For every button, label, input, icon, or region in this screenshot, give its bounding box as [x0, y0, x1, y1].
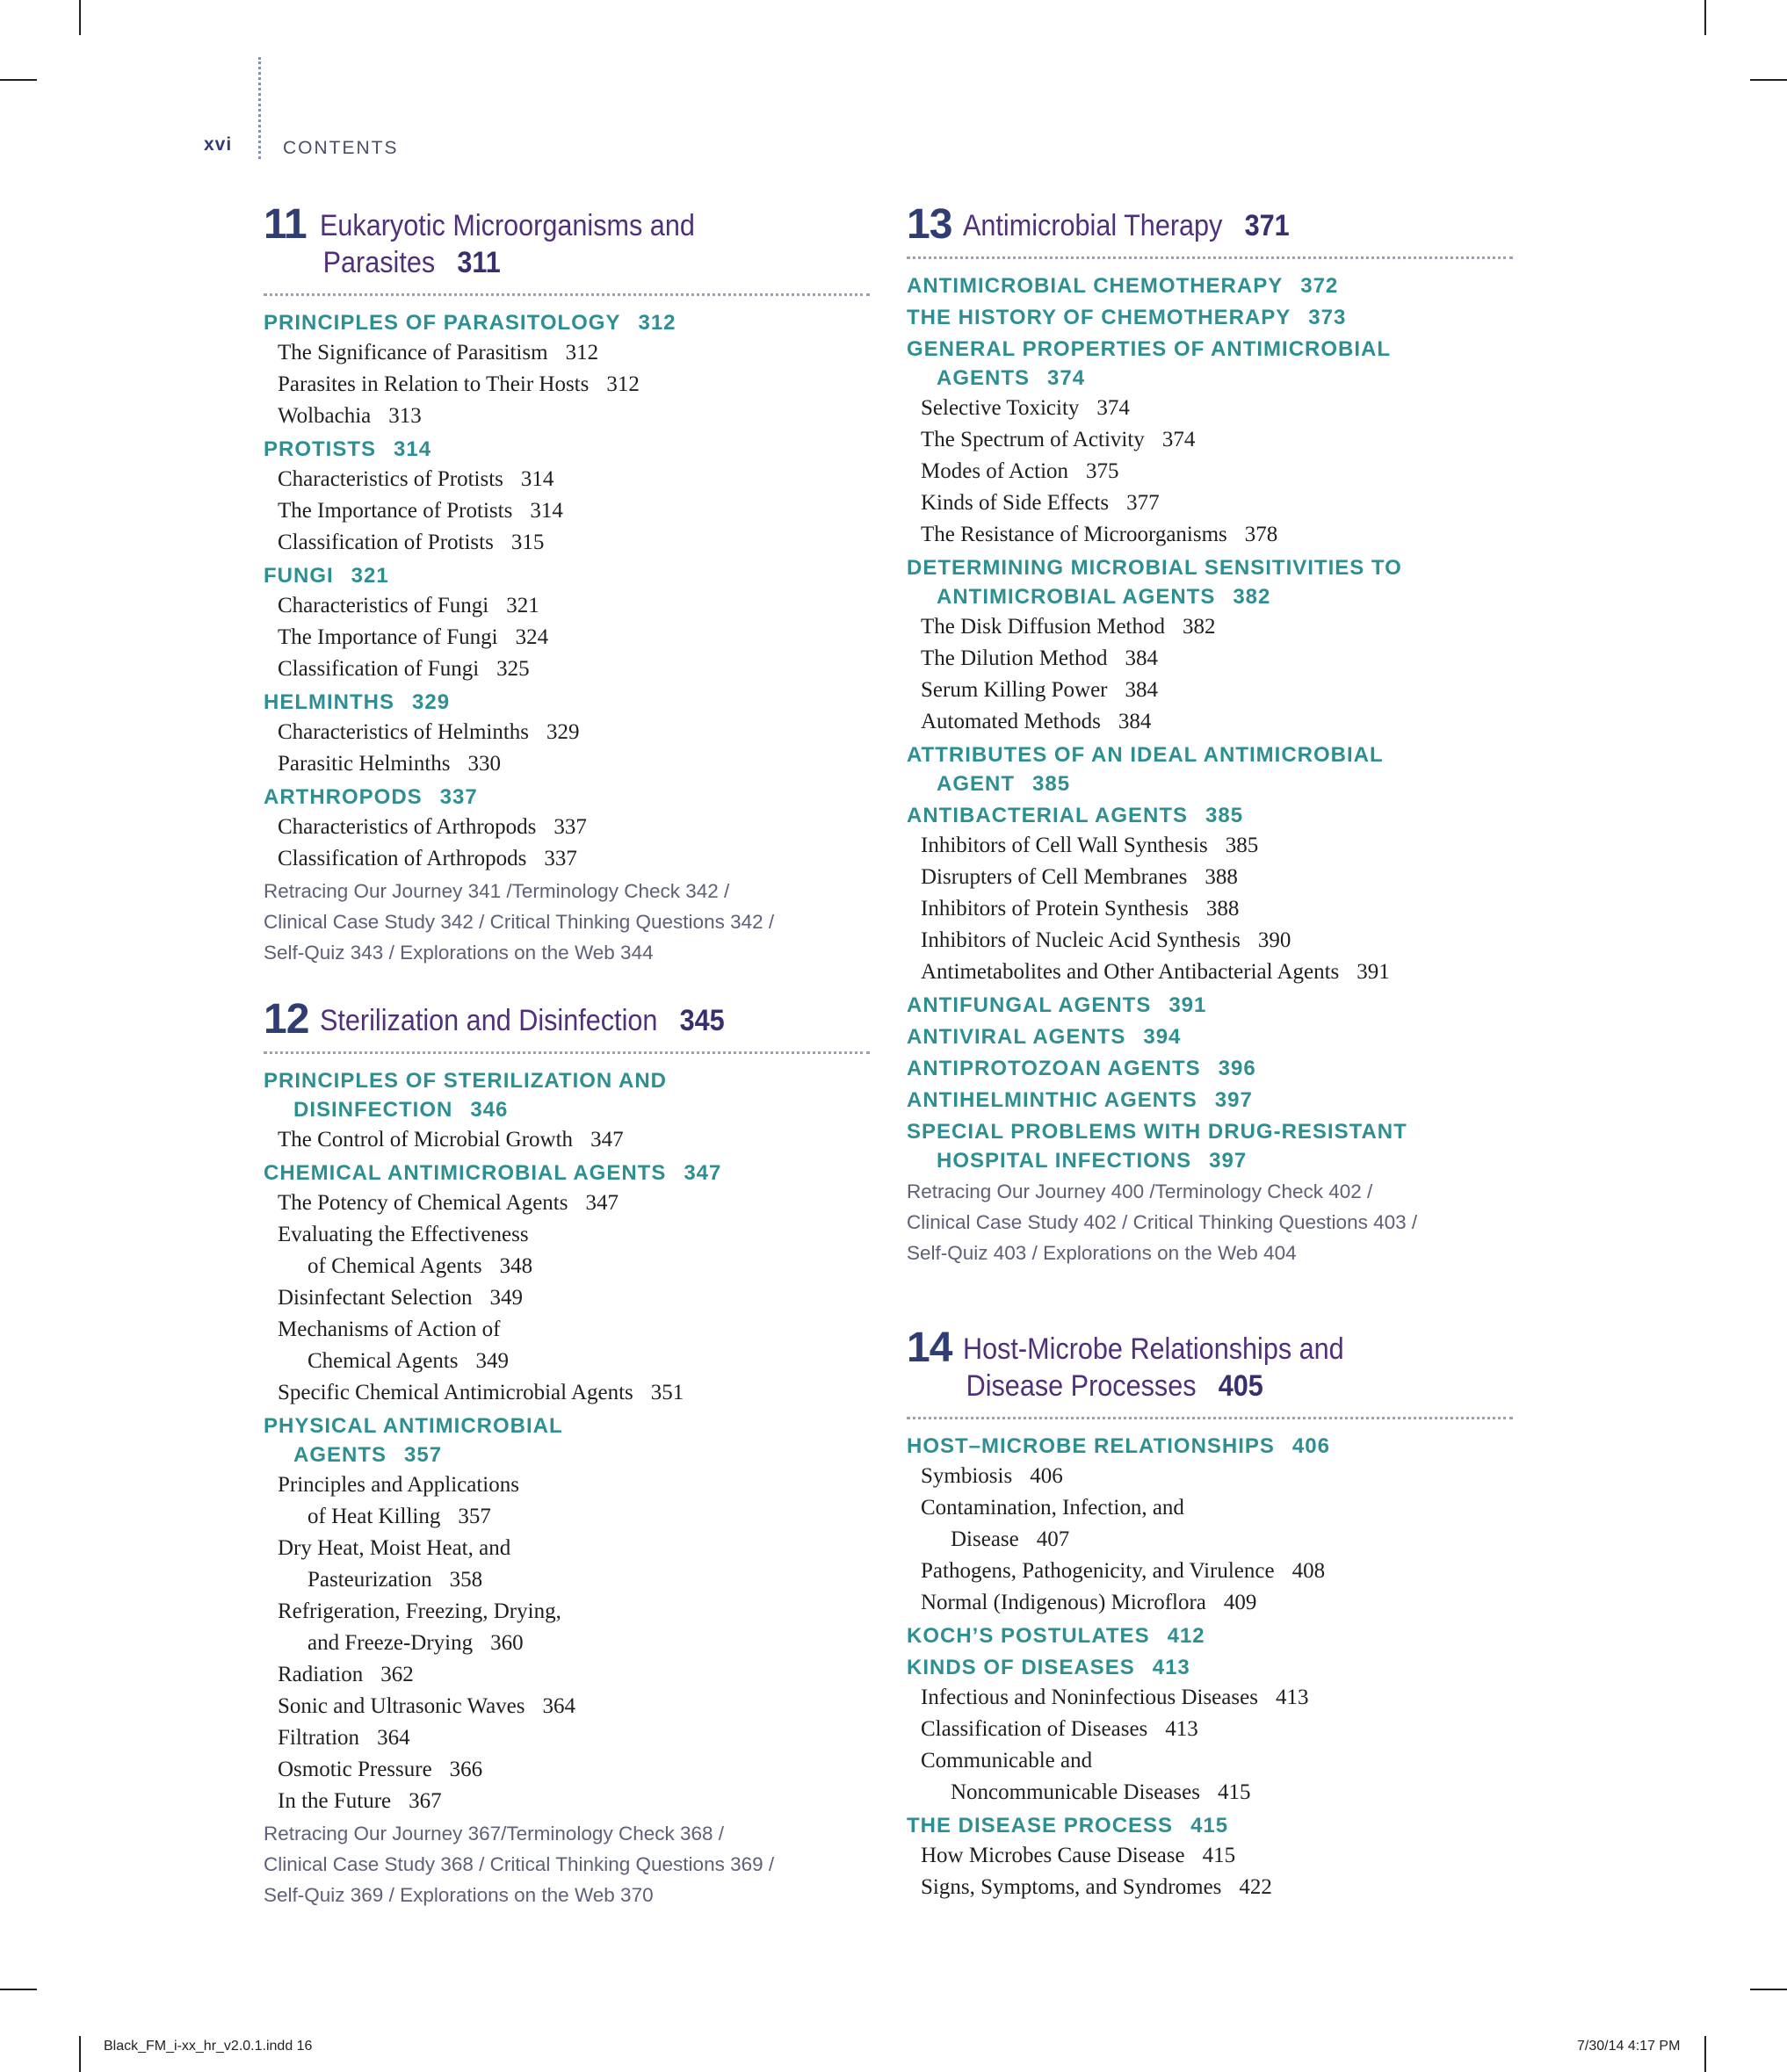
toc-entry [264, 1691, 870, 1722]
toc-entry-page: 391 [1357, 960, 1390, 984]
toc-entry-page: 321 [506, 594, 539, 617]
toc-entry [264, 369, 870, 401]
section-title: ARTHROPODS [264, 785, 423, 809]
section-title: GENERAL PROPERTIES OF ANTIMICROBIAL [907, 337, 1392, 361]
chapter-heading [907, 201, 1513, 248]
toc-entry-text: Radiation [278, 1663, 364, 1686]
section-title: HOST–MICROBE RELATIONSHIPS [907, 1434, 1275, 1458]
toc-entry [264, 337, 870, 369]
chapter-block [907, 201, 1513, 1267]
toc-entry [907, 830, 1513, 862]
toc-entry [264, 1659, 870, 1691]
toc-entry-text: The Potency of Chemical Agents [278, 1191, 568, 1215]
toc-entry-page: 337 [553, 815, 587, 839]
section-heading [264, 1159, 870, 1188]
toc-entry-page: 374 [1096, 396, 1130, 420]
toc-entry-text: Characteristics of Fungi [278, 594, 489, 617]
toc-entry-text: Characteristics of Protists [278, 467, 503, 491]
toc-entry [907, 611, 1513, 643]
toc-entry [907, 487, 1513, 519]
toc-entry [907, 1872, 1513, 1903]
page-number: xvi [204, 134, 233, 155]
toc-entry-page: 314 [520, 467, 554, 491]
section-page: 413 [1152, 1656, 1190, 1679]
section-title: SPECIAL PROBLEMS WITH DRUG-RESISTANT [907, 1120, 1407, 1144]
section-title: DISINFECTION 346 [293, 1098, 509, 1122]
section-title: PHYSICAL ANTIMICROBIAL [264, 1414, 563, 1438]
toc-entry-text: Mechanisms of Action of [278, 1318, 501, 1341]
toc-entry-text: Parasites in Relation to Their Hosts [278, 372, 590, 396]
toc-entry-page: 413 [1275, 1686, 1309, 1709]
section-heading [907, 1653, 1513, 1682]
section-page: 373 [1308, 306, 1347, 329]
toc-entry-text: Sonic and Ultrasonic Waves [278, 1694, 525, 1718]
toc-entry [264, 1219, 870, 1282]
section-heading [907, 553, 1513, 611]
toc-entry-text: Disrupters of Cell Membranes [921, 865, 1188, 889]
toc-entry-text: Normal (Indigenous) Microflora [921, 1591, 1206, 1614]
toc-entry-text: Evaluating the Effectiveness [278, 1223, 529, 1246]
chapter-title [320, 1002, 814, 1039]
chapter-title [963, 1331, 1458, 1404]
toc-entry [264, 717, 870, 748]
chapter-title-text: Antimicrobial Therapy [963, 209, 1223, 242]
toc-entry-page: 385 [1225, 834, 1259, 857]
section-title: AGENTS 357 [293, 1443, 443, 1467]
toc-entry [264, 527, 870, 559]
chapter-title-text: Host-Microbe Relationships and [963, 1332, 1344, 1366]
footer-file: Black_FM_i-xx_hr_v2.0.1.indd 16 [104, 2039, 313, 2054]
toc-entry [907, 957, 1513, 988]
toc-entry [907, 1556, 1513, 1587]
toc-entry [264, 812, 870, 843]
chapter-title [963, 207, 1458, 244]
toc-entry-text: of Heat Killing 357 [307, 1505, 491, 1528]
toc-entry [907, 1492, 1513, 1556]
toc-entry-text: Noncommunicable Diseases 415 [951, 1780, 1251, 1804]
toc-entry-text: The Disk Diffusion Method [921, 615, 1165, 639]
toc-entry-page: 364 [377, 1726, 410, 1750]
section-heading [907, 991, 1513, 1020]
chapter-block [264, 996, 870, 1910]
toc-entry-page: 314 [530, 499, 563, 523]
toc-entry [264, 622, 870, 653]
toc-entry-text: Characteristics of Arthropods [278, 815, 537, 839]
toc-entry [264, 843, 870, 875]
chapter-number: 13 [907, 201, 952, 248]
section-page: 391 [1168, 993, 1207, 1017]
toc-entry [907, 893, 1513, 925]
toc-entry-page: 358 [449, 1568, 483, 1592]
toc-entry [264, 1786, 870, 1817]
section-heading [264, 1066, 870, 1124]
toc-entry [264, 1314, 870, 1377]
toc-entry [264, 653, 870, 685]
toc-entry-text: Disease 407 [951, 1527, 1070, 1551]
toc-entry [907, 925, 1513, 957]
end-matter-line: Clinical Case Study 368 / Critical Thinking Questions 369 / [264, 1853, 775, 1875]
toc-entry-text: Antimetabolites and Other Antibacterial Agents [921, 960, 1340, 984]
section-page: 374 [1047, 366, 1086, 390]
toc-entry-page: 349 [475, 1349, 509, 1373]
toc-entry [264, 1282, 870, 1314]
toc-entry-text: Specific Chemical Antimicrobial Agents [278, 1381, 633, 1404]
toc-entry-page: 337 [544, 847, 577, 870]
toc-entry [907, 1682, 1513, 1714]
toc-entry-page: 406 [1030, 1464, 1063, 1488]
end-matter-line: Self-Quiz 403 / Explorations on the Web 404 [907, 1242, 1297, 1264]
toc-entry-page: 360 [490, 1631, 524, 1655]
crop-mark [79, 0, 81, 35]
section-title: ANTIVIRAL AGENTS [907, 1025, 1126, 1049]
chapter-block [264, 201, 870, 967]
toc-entry-text: The Significance of Parasitism [278, 341, 548, 365]
end-matter-line: Clinical Case Study 402 / Critical Thinking Questions 403 / [907, 1211, 1418, 1233]
dotted-rule [907, 256, 1513, 259]
toc-entry-text: Disinfectant Selection [278, 1286, 473, 1310]
toc-entry-page: 390 [1257, 928, 1291, 952]
toc-entry [264, 1377, 870, 1409]
crop-mark [0, 1989, 37, 1990]
toc-entry-text: Principles and Applications [278, 1473, 519, 1497]
toc-entry-page: 407 [1036, 1527, 1070, 1551]
section-title: PROTISTS [264, 437, 377, 461]
toc-entry-page: 364 [542, 1694, 575, 1718]
section-heading [264, 783, 870, 812]
section-heading [264, 1411, 870, 1469]
section-heading [907, 303, 1513, 332]
section-title: ANTIMICROBIAL CHEMOTHERAPY [907, 274, 1284, 298]
toc-entry-text: Kinds of Side Effects [921, 491, 1110, 515]
section-page: 314 [394, 437, 432, 461]
toc-entry-text: Modes of Action [921, 459, 1069, 483]
toc-entry [264, 590, 870, 622]
chapter-title-line [320, 1002, 814, 1039]
toc-entry-text: Symbiosis [921, 1464, 1013, 1488]
section-page: 312 [638, 311, 676, 335]
toc-entry [264, 1124, 870, 1156]
toc-entry-text: Signs, Symptoms, and Syndromes [921, 1875, 1222, 1899]
toc-entry [907, 1745, 1513, 1808]
section-page: 406 [1291, 1434, 1330, 1458]
section-title: HELMINTHS [264, 690, 394, 714]
toc-entry-text: Inhibitors of Nucleic Acid Synthesis [921, 928, 1241, 952]
crop-mark [1704, 0, 1706, 35]
toc-entry [907, 643, 1513, 675]
end-matter-line: Clinical Case Study 342 / Critical Thinking Questions 342 / [264, 911, 775, 933]
section-page: 357 [404, 1443, 443, 1467]
toc-entry-page: 378 [1244, 523, 1278, 546]
section-heading [907, 1621, 1513, 1650]
section-title: FUNGI [264, 564, 334, 588]
end-matter-line: Self-Quiz 343 / Explorations on the Web 344 [264, 942, 654, 964]
toc-entry [907, 862, 1513, 893]
section-heading [907, 1117, 1513, 1175]
toc-entry [264, 464, 870, 495]
section-heading [907, 1086, 1513, 1115]
toc-entry-text: The Spectrum of Activity [921, 428, 1145, 451]
end-matter-line: Retracing Our Journey 400 /Terminology Check 402 / [907, 1180, 1373, 1202]
crop-mark [1750, 1989, 1787, 1990]
section-heading [264, 688, 870, 717]
chapter-title-text: Disease Processes [966, 1369, 1197, 1403]
section-title: AGENTS 374 [937, 366, 1086, 390]
crop-mark [0, 79, 37, 81]
chapter-title [320, 207, 814, 281]
chapter-title-line [320, 207, 814, 244]
toc-entry-page: 329 [546, 720, 580, 744]
end-matter-line: Self-Quiz 369 / Explorations on the Web 370 [264, 1884, 654, 1906]
toc-entry-page: 325 [496, 657, 530, 681]
toc-entry-page: 388 [1205, 865, 1238, 889]
section-heading [907, 1022, 1513, 1051]
toc-entry-page: 312 [606, 372, 640, 396]
section-title: AGENT 385 [937, 772, 1071, 796]
toc-entry-text: Pathogens, Pathogenicity, and Virulence [921, 1559, 1275, 1583]
section-page: 382 [1233, 585, 1271, 609]
section-title: ANTIBACTERIAL AGENTS [907, 804, 1188, 827]
toc-entry [264, 401, 870, 432]
toc-entry-text: Selective Toxicity [921, 396, 1080, 420]
toc-entry [264, 1596, 870, 1659]
section-title: ANTIHELMINTHIC AGENTS [907, 1088, 1197, 1112]
end-matter-line: Retracing Our Journey 367/Terminology Check 368 / [264, 1823, 725, 1845]
toc-entry-page: 415 [1202, 1844, 1236, 1867]
section-heading [907, 1432, 1513, 1461]
section-title: DETERMINING MICROBIAL SENSITIVITIES TO [907, 556, 1402, 580]
toc-entry-text: Inhibitors of Protein Synthesis [921, 897, 1189, 920]
toc-entry-page: 351 [650, 1381, 684, 1404]
toc-entry-page: 315 [510, 531, 545, 554]
section-title: ANTIMICROBIAL AGENTS 382 [937, 585, 1271, 609]
chapter-block [907, 1325, 1513, 1903]
toc-entry-text: Characteristics of Helminths [278, 720, 530, 744]
section-heading [907, 1054, 1513, 1083]
toc-entry-text: The Importance of Protists [278, 499, 513, 523]
toc-entry [907, 706, 1513, 738]
section-heading [907, 740, 1513, 798]
toc-entry-text: Pasteurization 358 [307, 1568, 483, 1592]
toc-entry [264, 1533, 870, 1596]
chapter-title-text: Sterilization and Disinfection [320, 1004, 658, 1037]
toc-entry-page: 324 [515, 625, 549, 649]
chapter-page: 371 [1244, 209, 1290, 242]
toc-entry-text: Classification of Diseases [921, 1717, 1148, 1741]
section-title: CHEMICAL ANTIMICROBIAL AGENTS [264, 1161, 667, 1185]
toc-entry-text: and Freeze-Drying 360 [307, 1631, 524, 1655]
toc-entry-text: Automated Methods [921, 710, 1101, 733]
chapter-title-line [320, 244, 814, 281]
section-heading [264, 561, 870, 590]
toc-entry-page: 413 [1165, 1717, 1198, 1741]
section-title: THE DISEASE PROCESS [907, 1814, 1174, 1837]
crop-mark [1704, 2036, 1706, 2072]
section-heading [264, 435, 870, 464]
section-page: 347 [684, 1161, 722, 1185]
toc-entry-text: Communicable and [921, 1749, 1093, 1772]
toc-entry-page: 409 [1223, 1591, 1257, 1614]
dotted-rule [264, 293, 870, 296]
toc-entry-text: of Chemical Agents 348 [307, 1254, 533, 1278]
toc-entry-page: 367 [409, 1789, 442, 1813]
section-title: THE HISTORY OF CHEMOTHERAPY [907, 306, 1291, 329]
toc-entry [264, 1188, 870, 1219]
chapter-heading [264, 201, 870, 281]
section-page: 394 [1143, 1025, 1182, 1049]
end-matter-line: Retracing Our Journey 341 /Terminology Check 342 / [264, 880, 730, 902]
toc-entry-page: 366 [449, 1758, 483, 1781]
toc-entry-text: Classification of Arthropods [278, 847, 527, 870]
toc-entry-page: 415 [1217, 1780, 1251, 1804]
divider [258, 57, 261, 159]
chapter-number: 12 [264, 996, 309, 1043]
section-heading [907, 271, 1513, 300]
crop-mark [1750, 79, 1787, 81]
toc-entry-page: 349 [489, 1286, 523, 1310]
section-title: ATTRIBUTES OF AN IDEAL ANTIMICROBIAL [907, 743, 1384, 767]
section-heading [907, 801, 1513, 830]
toc-entry [264, 748, 870, 780]
toc-entry-page: 388 [1205, 897, 1240, 920]
chapter-title-line [963, 1331, 1458, 1368]
toc-entry-text: In the Future [278, 1789, 392, 1813]
chapter-title-line [963, 207, 1458, 244]
toc-entry [907, 1461, 1513, 1492]
right-column [907, 201, 1513, 1903]
chapter-title-text: Parasites [322, 246, 436, 279]
toc-entry-text: Wolbachia [278, 404, 372, 428]
toc-entry [907, 1840, 1513, 1872]
section-title: ANTIFUNGAL AGENTS [907, 993, 1152, 1017]
chapter-page: 345 [679, 1004, 725, 1037]
toc-entry-page: 408 [1291, 1559, 1326, 1583]
toc-entry-page: 313 [388, 404, 422, 428]
toc-entry-page: 330 [467, 752, 501, 776]
section-page: 372 [1300, 274, 1339, 298]
toc-entry-page: 377 [1126, 491, 1160, 515]
chapter-page: 405 [1218, 1369, 1263, 1403]
section-page: 329 [412, 690, 451, 714]
section-title: ANTIPROTOZOAN AGENTS [907, 1057, 1201, 1080]
section-page: 412 [1167, 1624, 1205, 1648]
left-column [264, 201, 870, 1910]
section-heading [907, 335, 1513, 393]
section-page: 396 [1218, 1057, 1256, 1080]
toc-entry [264, 1469, 870, 1533]
toc-entry [264, 1754, 870, 1786]
section-title: PRINCIPLES OF PARASITOLOGY [264, 311, 621, 335]
toc-entry-page: 384 [1118, 710, 1152, 733]
toc-entry-text: Classification of Protists [278, 531, 494, 554]
section-page: 397 [1214, 1088, 1253, 1112]
dotted-rule [907, 1417, 1513, 1419]
toc-entry-text: Filtration [278, 1726, 360, 1750]
chapter-number: 11 [264, 201, 307, 248]
section-title: KINDS OF DISEASES [907, 1656, 1135, 1679]
section-page: 385 [1205, 804, 1244, 827]
toc-entry-page: 374 [1161, 428, 1196, 451]
toc-entry-text: The Control of Microbial Growth [278, 1128, 574, 1152]
toc-entry-page: 357 [458, 1505, 491, 1528]
crop-mark [79, 2036, 81, 2072]
toc-entry-page: 362 [380, 1663, 414, 1686]
section-title: HOSPITAL INFECTIONS 397 [937, 1149, 1248, 1173]
toc-entry [907, 1714, 1513, 1745]
dotted-rule [264, 1051, 870, 1054]
section-title: KOCH’S POSTULATES [907, 1624, 1150, 1648]
toc-entry-page: 375 [1086, 459, 1119, 483]
toc-entry-text: The Importance of Fungi [278, 625, 498, 649]
toc-entry-text: Classification of Fungi [278, 657, 480, 681]
footer-timestamp: 7/30/14 4:17 PM [1577, 2039, 1681, 2054]
toc-entry-page: 422 [1239, 1875, 1272, 1899]
section-page: 415 [1190, 1814, 1229, 1837]
section-title: PRINCIPLES OF STERILIZATION AND [264, 1069, 668, 1093]
toc-entry-text: Infectious and Noninfectious Diseases [921, 1686, 1258, 1709]
toc-entry-text: Parasitic Helminths [278, 752, 451, 776]
toc-entry-text: Refrigeration, Freezing, Drying, [278, 1599, 561, 1623]
toc-entry-text: Serum Killing Power [921, 678, 1108, 702]
toc-entry [907, 519, 1513, 551]
running-head-label: CONTENTS [283, 138, 399, 158]
section-page: 321 [351, 564, 389, 588]
toc-entry [264, 495, 870, 527]
chapter-title-text: Eukaryotic Microorganisms and [320, 209, 695, 242]
section-page: 397 [1209, 1149, 1248, 1173]
toc-entry-text: The Resistance of Microorganisms [921, 523, 1227, 546]
toc-entry-page: 312 [565, 341, 599, 365]
section-heading [264, 308, 870, 337]
section-page: 385 [1032, 772, 1071, 796]
toc-entry [907, 424, 1513, 456]
section-page: 337 [439, 785, 478, 809]
toc-entry [907, 393, 1513, 424]
toc-entry [907, 456, 1513, 487]
chapter-title-line [963, 1368, 1458, 1404]
toc-entry-page: 384 [1125, 646, 1158, 670]
toc-entry [907, 675, 1513, 706]
toc-entry-page: 348 [499, 1254, 533, 1278]
toc-entry-text: Dry Heat, Moist Heat, and [278, 1536, 511, 1560]
toc-entry [907, 1587, 1513, 1619]
toc-entry-text: Inhibitors of Cell Wall Synthesis [921, 834, 1208, 857]
toc-entry-text: Chemical Agents 349 [307, 1349, 509, 1373]
chapter-number: 14 [907, 1325, 952, 1371]
section-page: 346 [470, 1098, 509, 1122]
toc-entry-text: Osmotic Pressure [278, 1758, 432, 1781]
toc-entry-page: 384 [1125, 678, 1158, 702]
section-heading [907, 1811, 1513, 1840]
toc-entry-page: 382 [1183, 615, 1216, 639]
toc-entry-text: Contamination, Infection, and [921, 1496, 1184, 1520]
toc-entry-text: How Microbes Cause Disease [921, 1844, 1185, 1867]
chapter-heading [907, 1325, 1513, 1404]
chapter-heading [264, 996, 870, 1043]
toc-entry [264, 1722, 870, 1754]
toc-entry-text: The Dilution Method [921, 646, 1108, 670]
toc-entry-page: 347 [590, 1128, 624, 1152]
chapter-page: 311 [457, 246, 501, 279]
toc-entry-page: 347 [585, 1191, 619, 1215]
